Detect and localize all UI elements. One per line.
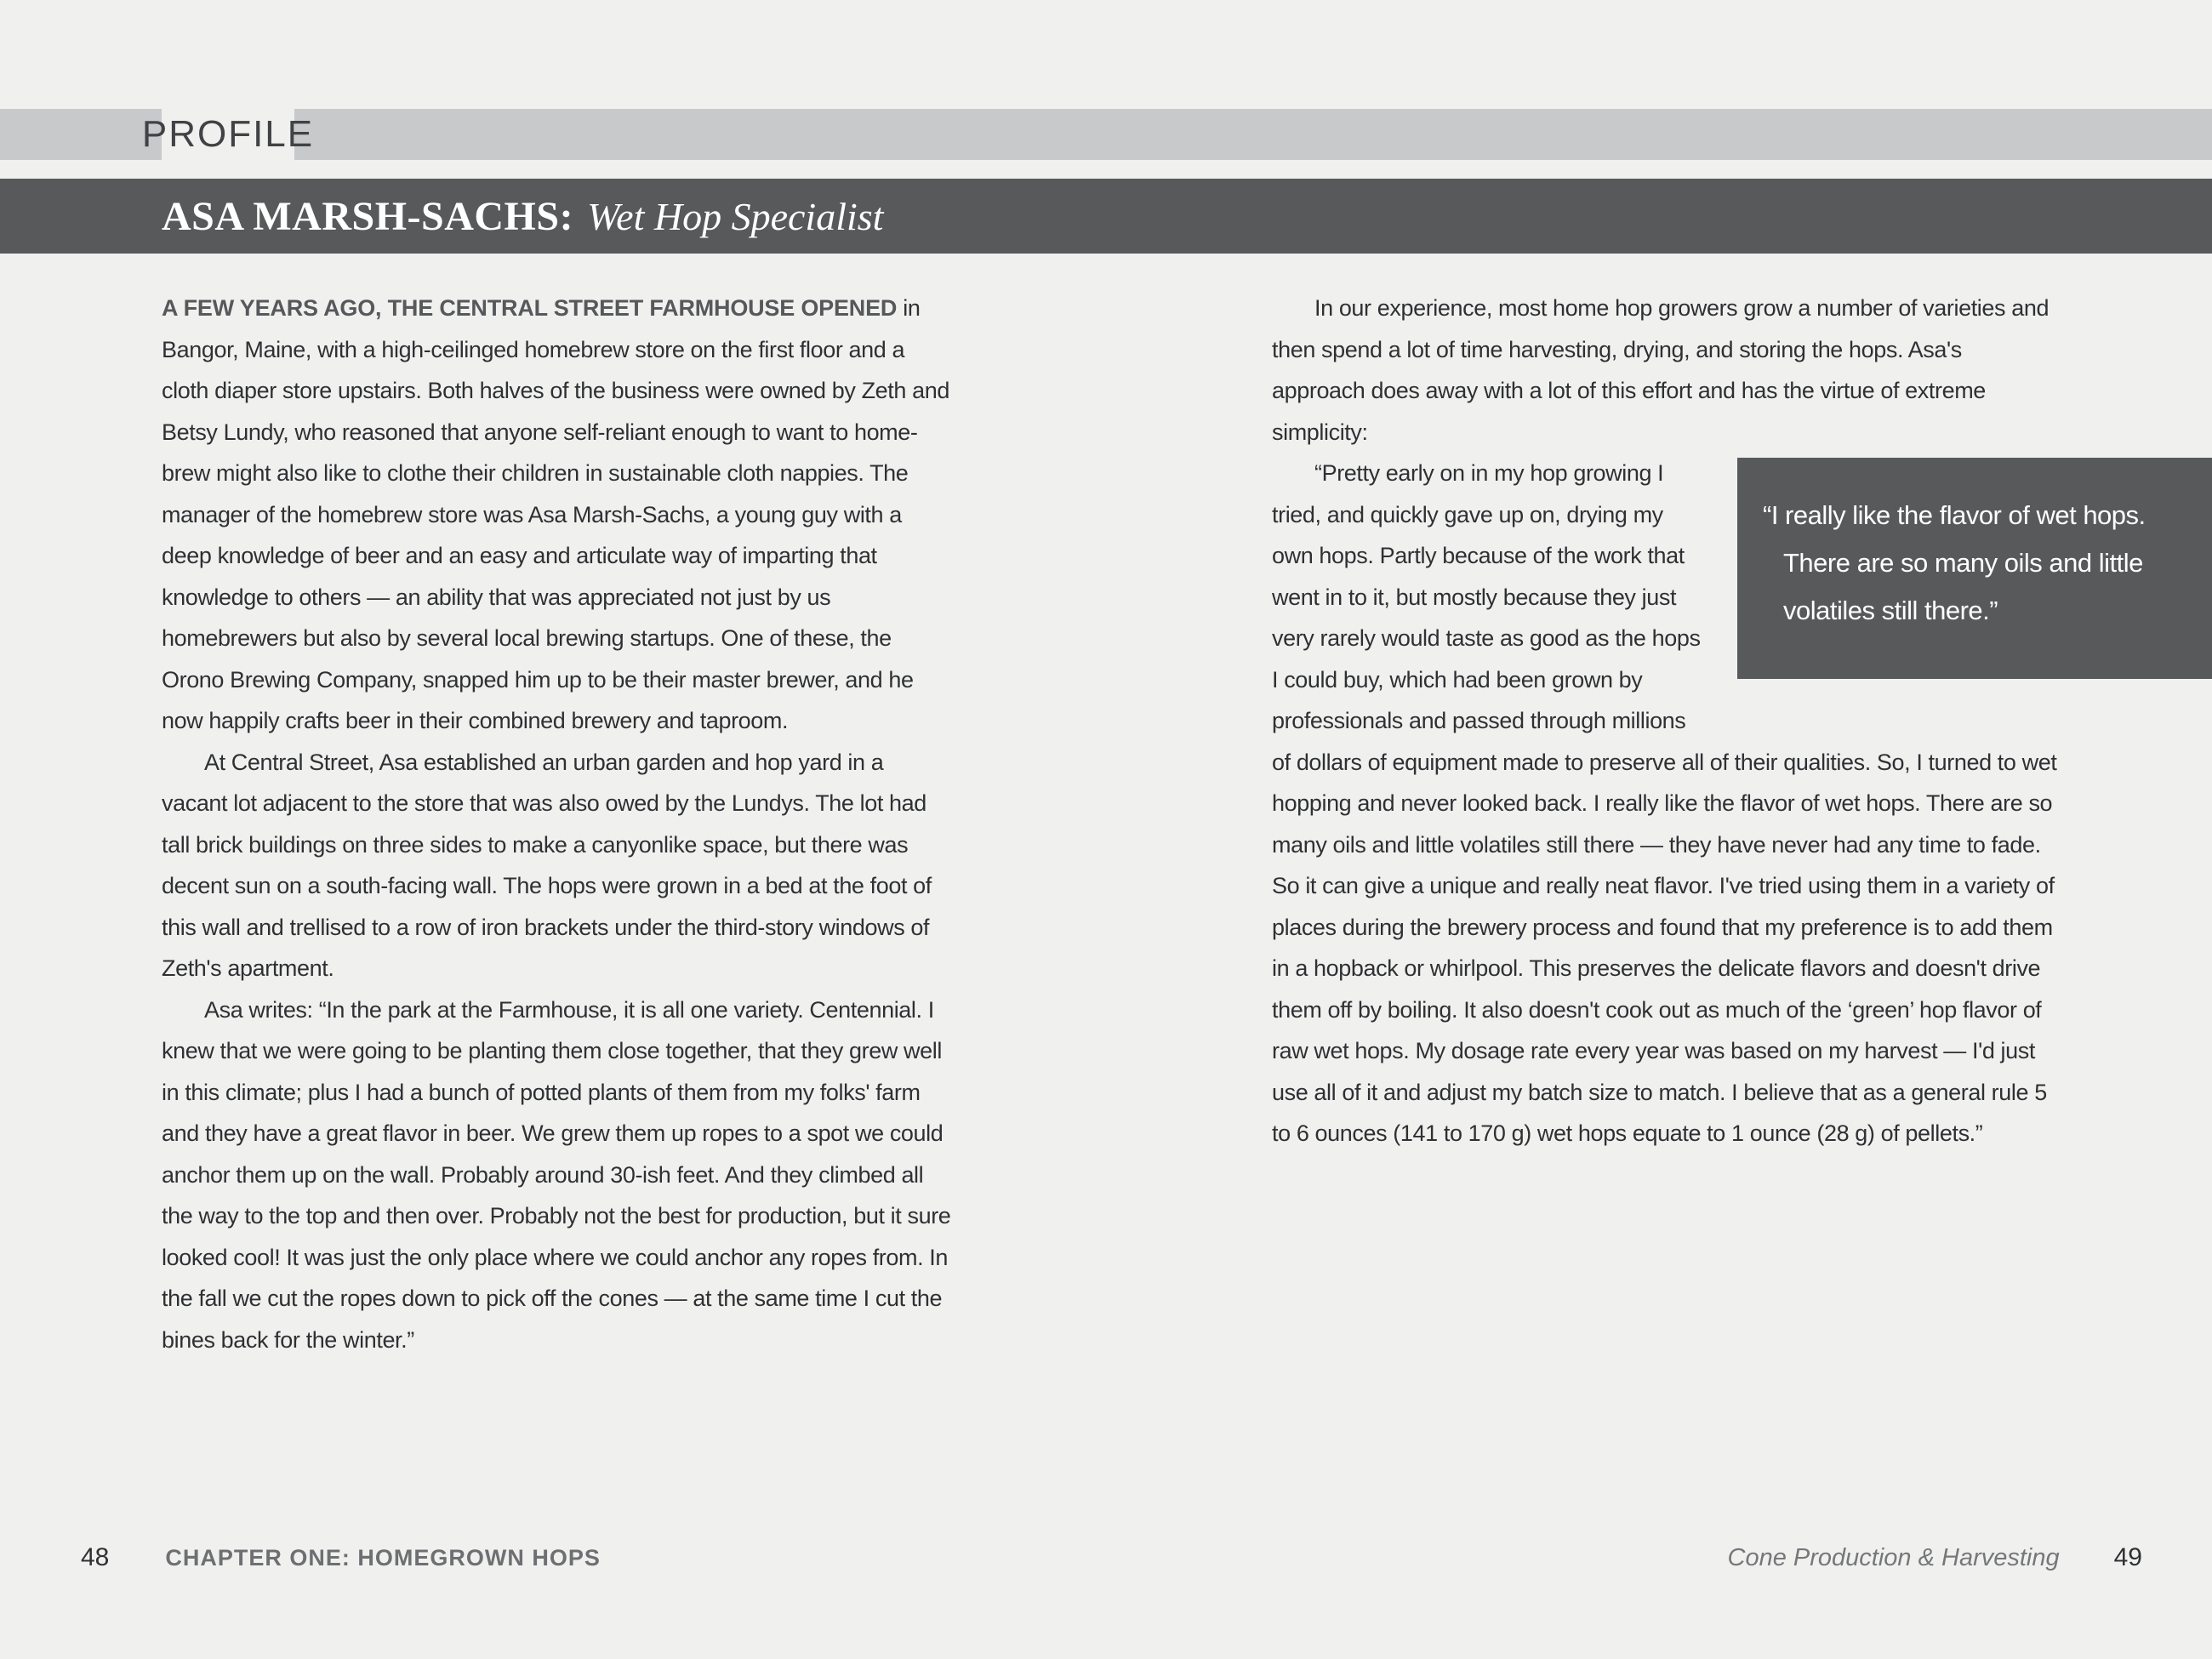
chapter-title: CHAPTER ONE: HOMEGROWN HOPS [165,1545,601,1571]
left-column [162,288,953,1360]
page-number-left: 48 [81,1543,110,1571]
footer-right [1728,1543,2142,1572]
quote-paragraph-text: “Pretty early on in my hop growing I tried, and quickly gave up on, drying my own hops. Partly because of the work that went in to it, but mostly because they just very rarely would taste as good as the hops I could buy, which had been grown by professionals and passed through millions of dollars of equipment made to preserve all of their qualities. So, I turned to wet hopping and never looked back. I really like the flavor of wet hops. There are so many oils and little volatiles still there — they have never had any time to fade. So it can give a unique and really neat flavor. I've tried using them in a variety of places during the brewery process and found that my preference is to add them in a hopback or whirlpool. This preserves the delicate flavors and doesn't drive them off by boiling. It also doesn't cook out as much of the ‘green’ hop flavor of raw wet hops. My dosage rate every year was based on my harvest — I'd just use all of it and adjust my batch size to match. I believe that as a general rule 5 to 6 ounces (141 to 170 g) wet hops equate to 1 ounce (28 g) of pellets.” [1272,460,2057,1146]
paragraph: At Central Street, Asa established an urban garden and hop yard in a vacant lot adjacent to the store that was also owed by the Lundys. The lot had tall brick buildings on three sides to make a canyonlike space, but there was decent sun on a south-facing wall. The hops were grown in a bed at the foot of this wall and trellised to a row of iron brackets under the third-story windows of Zeth's apartment. [162,749,932,981]
pull-quote-text: “I really like the flavor of wet hops. There are so many oils and little volatiles still there.” [1763,500,2146,625]
profile-kicker-box [141,109,315,160]
paragraph: Asa writes: “In the park at the Farmhouse, it is all one variety. Centennial. I knew that we were going to be planting them close together, that they grew well in this climate; plus I had a bunch of potted plants of them from my folks' farm and they have a great flavor in beer. We grew them up ropes to a spot we could anchor them up on the wall. Probably around 30-ish feet. And they climbed all the way to the top and then over. Probably not the best for production, but it sure looked cool! It was just the only place where we could anchor any ropes from. In the fall we cut the ropes down to pick off the cones — at the same time I cut the bines back for the winter.” [162,996,951,1353]
lead-paragraph-rest: in Bangor, Maine, with a high-ceilinged homebrew store on the first floor and a cloth diaper store upstairs. Both halves of the business were owned by Zeth and Betsy Lundy, who reasoned that anyone self-reliant enough to want to home-brew might also like to clothe their children in sustainable cloth nappies. The manager of the homebrew store was Asa Marsh-Sachs, a young guy with a deep knowledge of beer and an easy and articulate way of imparting that knowledge to others — an ability that was appreciated not just by us homebrewers but also by several local brewing startups. One of these, the Orono Brewing Company, snapped him up to be their master brewer, and he now happily crafts beer in their combined brewery and taproom. [162,295,949,733]
page-subtitle: Wet Hop Specialist [587,194,884,238]
right-column [1272,288,2146,1154]
page-number-right: 49 [2113,1543,2142,1571]
paragraph-with-pullquote [1272,453,2146,1154]
lead-in-text: A FEW YEARS AGO, THE CENTRAL STREET FARMHOUSE OPENED [162,295,898,321]
page-title: ASA MARSH-SACHS: [162,193,574,239]
paragraph: In our experience, most home hop growers grow a number of varieties and then spend a lot of time harvesting, drying, and storing the hops. Asa's approach does away with a lot of this effort and has the virtue of extreme simplicity: [1272,295,2050,445]
profile-kicker-label: PROFILE [141,113,315,155]
pull-quote-box [1737,458,2212,679]
footer-left [81,1543,601,1572]
title-band [0,179,2212,254]
paragraph-lead [162,288,953,742]
section-title: Cone Production & Harvesting [1727,1544,2060,1571]
profile-kicker-bar [0,109,2212,160]
